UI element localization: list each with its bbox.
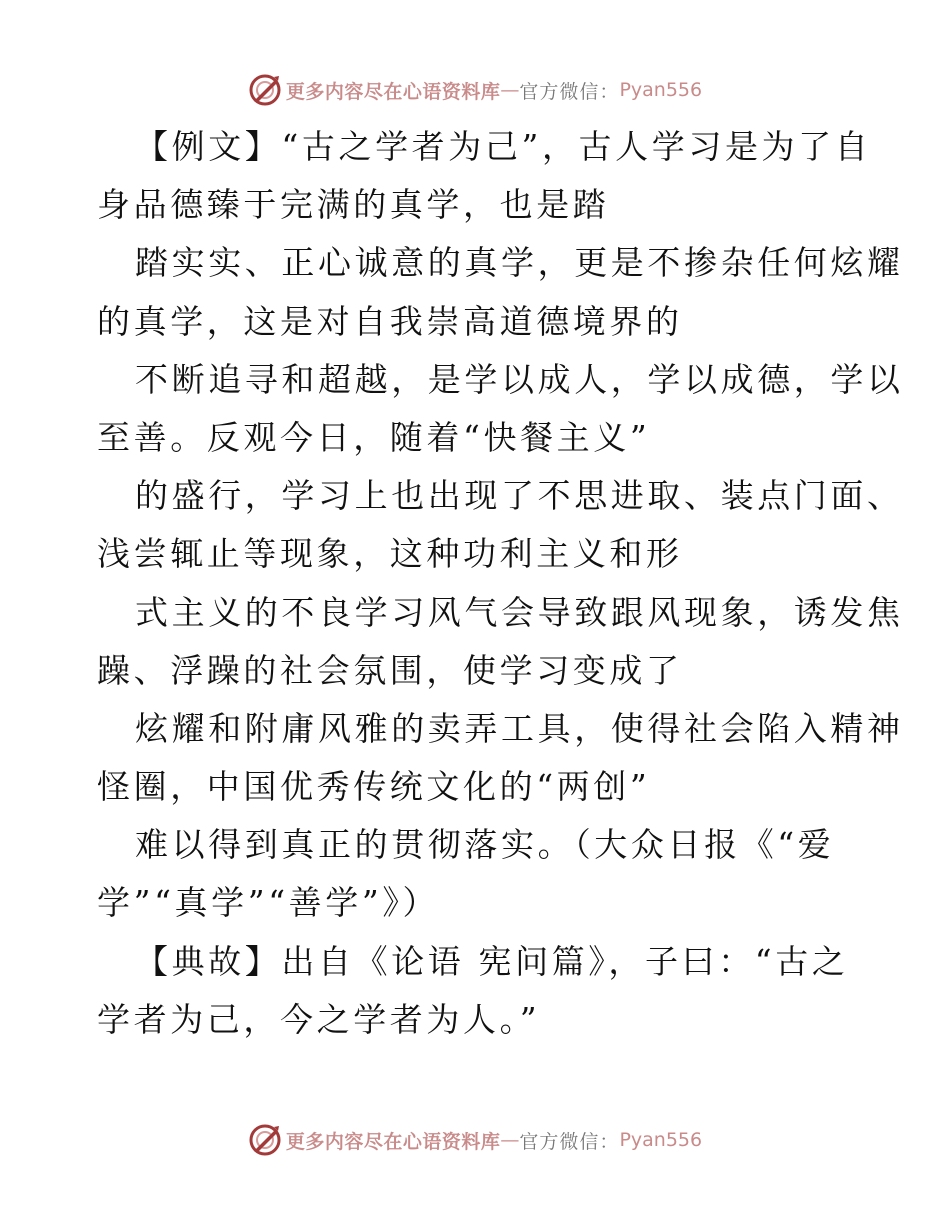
text-line: 学”“真学”“善学”》） (97, 883, 440, 923)
watermark-dash: — (500, 79, 520, 101)
text-line: 难以得到真正的贯彻落实。（大众日报《“爱 (135, 825, 835, 865)
watermark-wechat-id: Pyan556 (619, 1129, 703, 1151)
text-line: 至善。反观今日，随着“快餐主义” (97, 417, 651, 457)
watermark-text: 更多内容尽在心语资料库 (285, 80, 501, 103)
text-line: 的真学，这是对自我崇高道德境界的 (97, 301, 683, 341)
logo-icon (248, 1123, 282, 1157)
watermark-official-label: 官方微信： (519, 1130, 620, 1153)
watermark-dash: — (500, 1129, 520, 1151)
text-line: 怪圈，中国优秀传统文化的“两创” (97, 767, 651, 807)
text-line: 【例文】“古之学者为己”，古人学习是为了自 (135, 127, 872, 166)
watermark-wechat-id: Pyan556 (619, 79, 703, 101)
watermark-text: 更多内容尽在心语资料库 (285, 1130, 501, 1153)
text-line: 学者为己，今之学者为人。” (97, 999, 541, 1039)
text-line: 浅尝辄止等现象，这种功利主义和形 (97, 534, 683, 574)
text-line: 不断追寻和超越，是学以成人，学以成德，学以 (135, 359, 904, 399)
header-watermark (0, 70, 950, 110)
logo-icon (248, 73, 282, 107)
text-line: 躁、浮躁的社会氛围，使学习变成了 (97, 650, 683, 690)
text-line: 炫耀和附庸风雅的卖弄工具，使得社会陷入精神 (135, 708, 904, 748)
text-line: 踏实实、正心诚意的真学，更是不掺杂任何炫耀 (135, 243, 904, 283)
text-line: 【典故】出自《论语 宪问篇》，子曰：“古之 (135, 941, 849, 981)
text-line: 的盛行，学习上也出现了不思进取、装点门面、 (135, 476, 904, 516)
text-line: 身品德臻于完满的真学，也是踏 (97, 185, 610, 225)
text-line: 式主义的不良学习风气会导致跟风现象，诱发焦 (135, 592, 904, 632)
document-body (97, 118, 904, 1049)
watermark-official-label: 官方微信： (519, 80, 620, 103)
footer-watermark (0, 1120, 950, 1160)
